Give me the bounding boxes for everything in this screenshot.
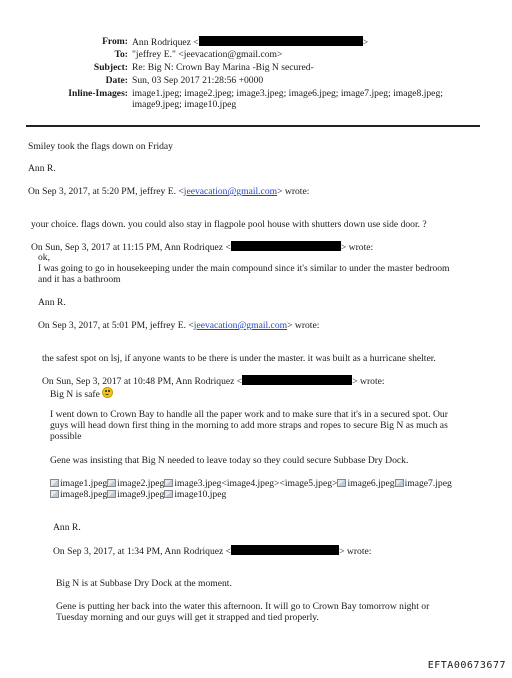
email-link[interactable]: jeevacation@gmail.com	[183, 186, 278, 197]
signature: Ann R.	[38, 297, 66, 308]
signature: Ann R.	[53, 522, 81, 533]
inline-images-line-2	[50, 489, 226, 500]
quote-header-end: > wrote:	[340, 242, 374, 253]
message-text: your choice. flags down. you could also stay in flagpole pool house with shutters down use side door. ?	[31, 219, 427, 230]
from-end: >	[362, 37, 369, 48]
image-ref: <image5.jpeg>	[279, 478, 338, 489]
broken-image-icon	[337, 479, 346, 487]
message-text: Big N is at Subbase Dry Dock at the moment.	[56, 578, 232, 589]
redaction-box	[242, 375, 352, 385]
image-ref: <image4.jpeg>	[221, 478, 280, 489]
quote-header-end: > wrote:	[277, 186, 310, 197]
to-label: To:	[114, 49, 128, 60]
document-id: EFTA00673677	[427, 660, 506, 671]
quote-header	[42, 375, 385, 387]
quote-header-text: On Sep 3, 2017, at 5:20 PM, jeffrey E. <	[28, 186, 184, 197]
date-value: Sun, 03 Sep 2017 21:28:56 +0000	[132, 75, 264, 86]
message-text: and it has a bathroom	[38, 274, 121, 285]
from-value	[132, 36, 368, 48]
message-text: ok,	[38, 252, 50, 263]
message-text: possible	[50, 431, 82, 442]
message-text: Smiley took the flags down on Friday	[28, 141, 173, 152]
image-ref[interactable]: image6.jpeg	[347, 478, 395, 489]
quote-header	[38, 320, 319, 331]
message-text: the safest spot on lsj, if anyone wants to be there is under the master. it was built as a hurricane shelter.	[42, 353, 436, 364]
subject-value: Re: Big N: Crown Bay Marina -Big N secured-	[132, 62, 314, 73]
header-divider	[26, 125, 480, 127]
broken-image-icon	[50, 490, 59, 498]
smiley-emoji-icon	[102, 387, 113, 398]
message-text	[50, 387, 113, 400]
image-ref[interactable]: image9.jpeg	[117, 489, 165, 500]
image-ref[interactable]: image2.jpeg	[117, 478, 165, 489]
quote-header-end: > wrote:	[352, 376, 385, 387]
message-text: Big N is safe	[50, 389, 100, 400]
from-label: From:	[102, 36, 128, 47]
from-name: Ann Rodriquez <	[132, 37, 199, 48]
message-text: Tuesday morning and our guys will get it strapped and tied properly.	[56, 612, 319, 623]
message-text: I went down to Crown Bay to handle all the paper work and to make sure that it's in a secured spot. Our	[50, 409, 448, 420]
date-label: Date:	[105, 75, 128, 86]
inline-images-label: Inline-Images:	[68, 88, 128, 99]
redaction-box	[231, 241, 341, 251]
image-ref[interactable]: image7.jpeg	[404, 478, 452, 489]
inline-images-line-1	[50, 478, 452, 489]
quote-header-text: On Sun, Sep 3, 2017 at 10:48 PM, Ann Rodriquez <	[42, 376, 243, 387]
inline-images-value-2: image9.jpeg; image10.jpeg	[132, 99, 237, 110]
quote-header-end: > wrote:	[339, 546, 372, 557]
broken-image-icon	[50, 479, 59, 487]
quote-header	[31, 241, 373, 253]
redaction-box	[199, 36, 363, 46]
broken-image-icon	[164, 490, 173, 498]
quote-header-text: On Sep 3, 2017, at 5:01 PM, jeffrey E. <	[38, 320, 194, 331]
broken-image-icon	[164, 479, 173, 487]
broken-image-icon	[107, 490, 116, 498]
broken-image-icon	[395, 479, 404, 487]
email-link[interactable]: jeevacation@gmail.com	[193, 320, 288, 331]
message-text: I was going to go in housekeeping under the main compound since it's similar to under the master bedroom	[38, 263, 450, 274]
quote-header-text: On Sep 3, 2017, at 1:34 PM, Ann Rodriquez <	[53, 546, 232, 557]
redaction-box	[231, 545, 339, 555]
quote-header	[28, 186, 309, 197]
quote-header-text: On Sun, Sep 3, 2017 at 11:15 PM, Ann Rodriquez <	[31, 242, 231, 253]
broken-image-icon	[107, 479, 116, 487]
quote-header	[53, 545, 371, 557]
to-value: "jeffrey E." <jeevacation@gmail.com>	[132, 49, 283, 60]
inline-images-value-1: image1.jpeg; image2.jpeg; image3.jpeg; image6.jpeg; image7.jpeg; image8.jpeg;	[132, 88, 443, 99]
image-ref[interactable]: image10.jpeg	[174, 489, 227, 500]
image-ref[interactable]: image1.jpeg	[60, 478, 108, 489]
message-text: Gene was insisting that Big N needed to leave today so they could secure Subbase Dry Dock.	[50, 455, 409, 466]
signature: Ann R.	[28, 163, 56, 174]
message-text: guys will head down first thing in the morning to add more straps and ropes to secure Big N as much as	[50, 420, 448, 431]
image-ref[interactable]: image8.jpeg	[60, 489, 108, 500]
subject-label: Subject:	[93, 62, 128, 73]
image-ref[interactable]: image3.jpeg	[174, 478, 222, 489]
quote-header-end: > wrote:	[287, 320, 320, 331]
message-text: Gene is putting her back into the water this afternoon. It will go to Crown Bay tomorrow night or	[56, 601, 430, 612]
